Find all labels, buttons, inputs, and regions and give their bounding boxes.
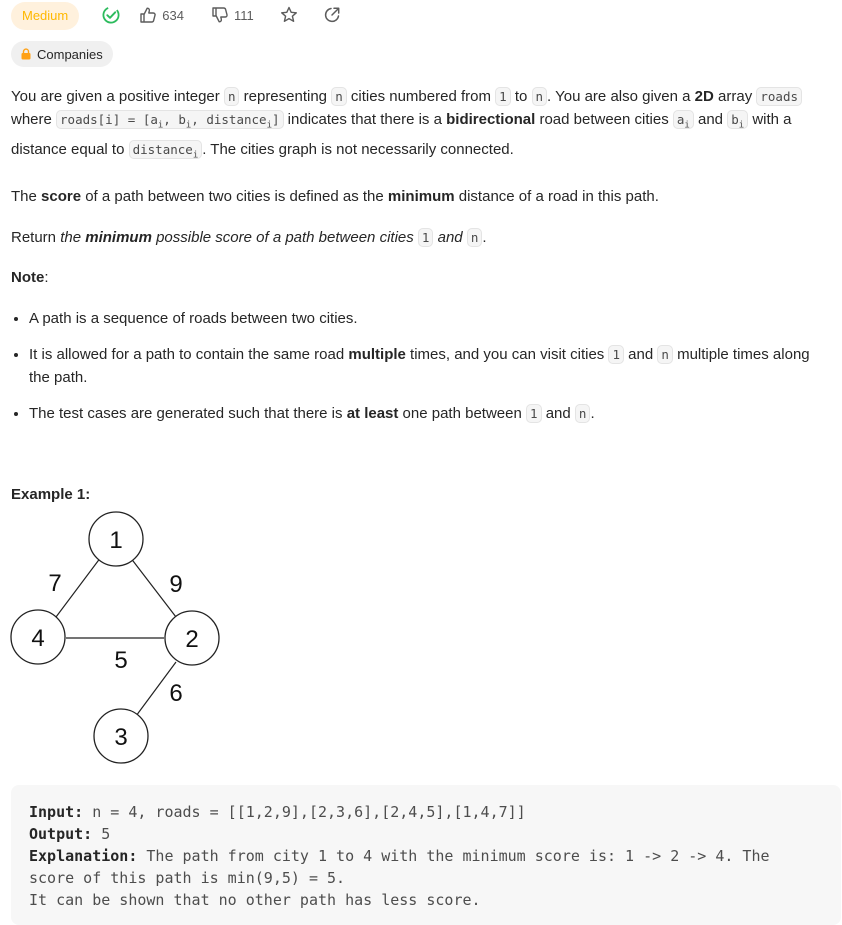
edge-label-4-2: 5 <box>114 647 128 674</box>
dislike-button[interactable] <box>210 5 254 25</box>
explanation-value: The path from city 1 to 4 with the minimum score is: 1 -> 2 -> 4. The score of this path is min(9,5) = 5. It can be shown that no other path has less score. <box>29 847 770 909</box>
share-button[interactable] <box>322 5 342 25</box>
graph-node-1-label: 1 <box>109 527 123 554</box>
edge-label-1-2: 9 <box>169 571 183 598</box>
star-icon <box>279 5 299 25</box>
example-title: Example 1: <box>11 486 91 503</box>
like-button[interactable] <box>138 5 184 25</box>
graph-node-4-label: 4 <box>31 625 45 652</box>
difficulty-badge: Medium <box>11 2 79 30</box>
thumbs-up-icon <box>138 5 158 25</box>
problem-toolbar <box>11 0 342 30</box>
example-graph <box>8 510 228 772</box>
example-block <box>11 785 841 925</box>
dislike-count: 111 <box>233 7 254 23</box>
graph-node-3-label: 3 <box>114 724 128 751</box>
description-paragraph-1: You are given a positive integer n representing n cities numbered from 1 to n . You are also given a 2D array roads where roads[i] = [$a_i$, $b_i$, distance$_i$] indicates that there is a bidirectional road between cities $a_i$ and $b_i$ with a distance equal to distance$_i$ . The cities graph is not necessarily connected. <box>11 85 831 167</box>
explanation-label: Explanation: <box>29 847 138 865</box>
note-list <box>11 307 831 425</box>
graph-node-2-label: 2 <box>185 626 199 653</box>
input-value: n = 4, roads = [[1,2,9],[2,3,6],[2,4,5],[1,4,7]] <box>83 803 526 821</box>
favorite-button[interactable] <box>279 5 299 25</box>
note-item: • The test cases are generated such that there is at least one path between 1 and n . <box>29 402 831 425</box>
companies-label: Companies <box>37 46 103 62</box>
solved-icon <box>101 5 121 25</box>
edge-label-2-3: 6 <box>169 680 183 707</box>
share-icon <box>322 5 342 25</box>
edge-label-1-4: 7 <box>48 570 62 597</box>
note-item: • A path is a sequence of roads between two cities. <box>29 307 831 330</box>
note-heading: Note: <box>11 269 49 286</box>
description-paragraph-2: The score of a path between two cities is defined as the minimum distance of a road in this path. <box>11 188 659 205</box>
description-paragraph-3: Return the minimum possible score of a path between cities 1 and n . <box>11 229 487 246</box>
input-label: Input: <box>29 803 84 821</box>
output-value: 5 <box>92 825 111 843</box>
edge-1-4 <box>56 557 101 617</box>
lock-icon <box>20 48 32 60</box>
note-item: • It is allowed for a path to contain the same road multiple times, and you can visit cities 1 and n multiple times along the path. <box>29 343 831 389</box>
thumbs-down-icon <box>210 5 230 25</box>
problem-description <box>11 85 831 506</box>
output-label: Output: <box>29 825 93 843</box>
companies-button[interactable] <box>11 41 113 67</box>
like-count: 634 <box>162 7 184 23</box>
